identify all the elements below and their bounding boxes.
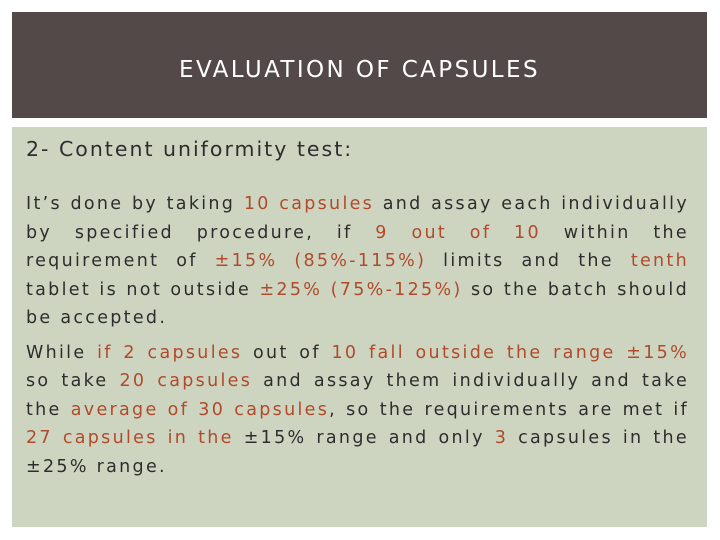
body-text: , so the requirements are met if [329, 399, 689, 420]
highlighted-text: 9 out of 10 [375, 222, 541, 243]
body-text: so the batch should be accepted. [26, 279, 689, 328]
body-text: out of [242, 342, 332, 363]
body-text: tablet is not outside [26, 279, 260, 300]
title-bar [12, 12, 707, 118]
highlighted-text: tenth [630, 251, 689, 271]
body-text: capsules in the ±25% range. [26, 428, 689, 477]
highlighted-text: 20 capsules [119, 371, 253, 391]
body-text: It’s done by taking [26, 194, 244, 214]
slide-subtitle: 2- Content uniformity test: [26, 137, 354, 161]
body-text: ±15% range and only [233, 428, 495, 448]
highlighted-text: 3 [494, 428, 509, 448]
highlighted-text: 10 capsules [243, 194, 375, 214]
body-text: and assay each individually by specified procedure, if [26, 194, 689, 243]
paragraph-2 [26, 339, 689, 482]
highlighted-text: 10 fall outside the range ±15% [331, 342, 690, 363]
body-text: and assay them individually and take the [26, 371, 690, 420]
highlighted-text: average of 30 capsules [70, 399, 330, 420]
highlighted-text: 27 capsules in the [26, 428, 234, 448]
highlighted-text: ±15% (85%-115%) [214, 251, 427, 271]
body-text: While [26, 342, 98, 363]
slide-title: EVALUATION OF CAPSULES [179, 57, 540, 83]
body-text: limits and the [426, 251, 631, 271]
paragraph-1 [26, 190, 689, 333]
highlighted-text: ±25% (75%-125%) [259, 279, 463, 300]
highlighted-text: if 2 capsules [97, 342, 243, 363]
body-text: so take [26, 371, 120, 391]
body-text: within the requirement of [26, 222, 690, 271]
content-box [12, 127, 707, 527]
